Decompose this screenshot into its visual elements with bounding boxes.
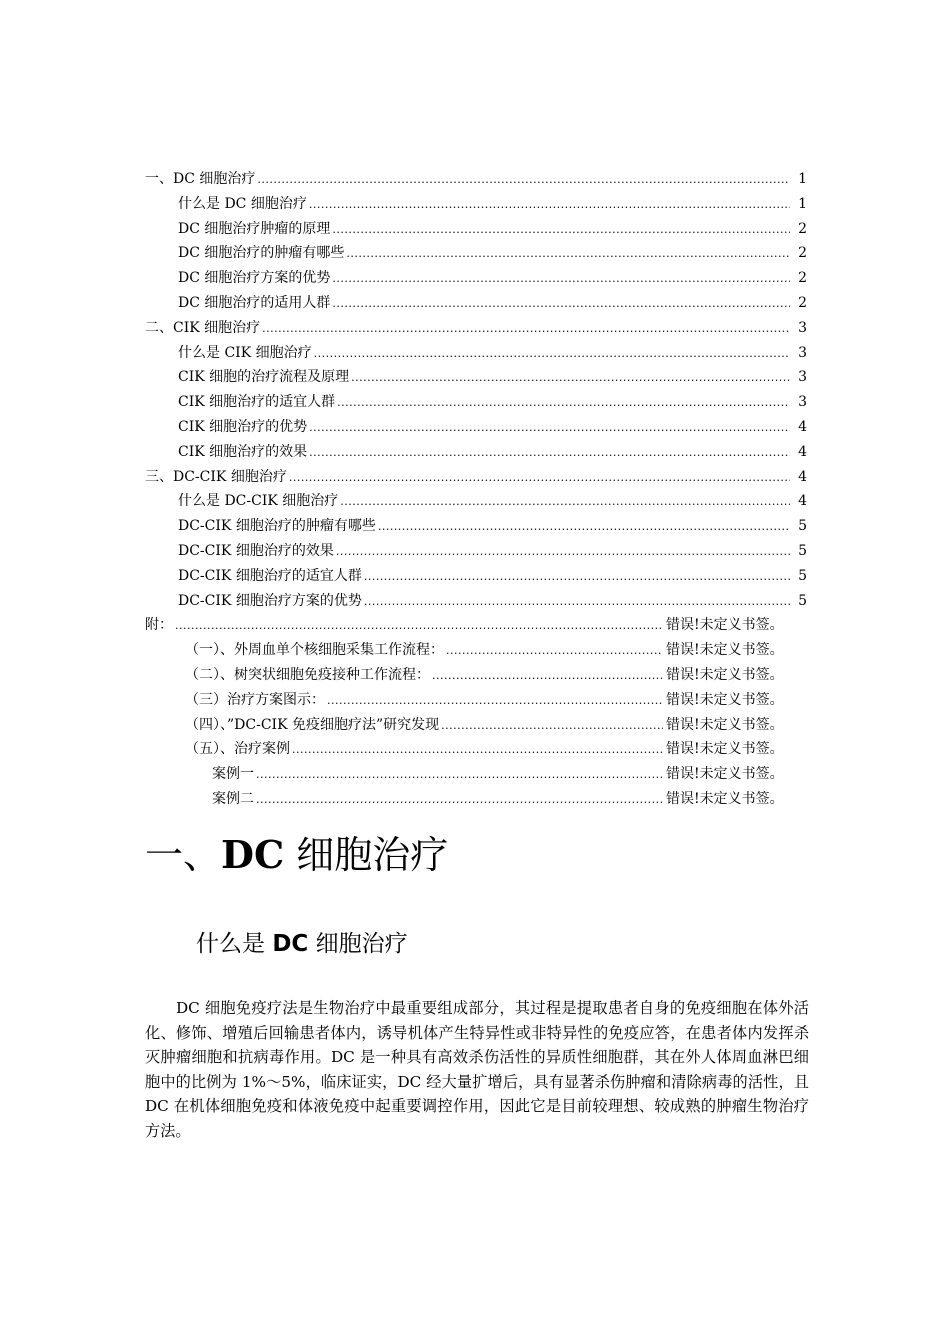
table-of-contents	[145, 167, 807, 812]
toc-entry-label: 一、DC 细胞治疗	[145, 171, 256, 187]
section-heading-2	[196, 925, 408, 963]
toc-dot-leader	[364, 590, 790, 615]
toc-entry[interactable]	[145, 241, 807, 266]
toc-entry-page: 错误!未定义书签。	[666, 642, 784, 659]
toc-dot-leader	[378, 515, 790, 540]
toc-dot-leader	[332, 292, 790, 317]
heading2-prefix: 什么是	[196, 931, 273, 957]
toc-entry[interactable]	[145, 663, 807, 688]
toc-entry-label: DC 细胞治疗的适用人群	[178, 294, 331, 311]
toc-entry-label: （三）治疗方案图示：	[185, 691, 325, 708]
toc-dot-leader	[351, 366, 790, 391]
toc-entry-page: 4	[798, 468, 807, 485]
toc-dot-leader	[446, 639, 663, 664]
toc-entry-label: 附：	[145, 617, 173, 634]
toc-entry-label: 三、DC-CIK 细胞治疗	[145, 468, 287, 485]
toc-entry[interactable]	[145, 465, 807, 490]
toc-dot-leader	[292, 738, 663, 763]
toc-entry[interactable]	[145, 390, 807, 415]
toc-entry-page: 5	[798, 592, 807, 609]
toc-entry[interactable]	[145, 167, 807, 192]
toc-entry-page: 2	[798, 294, 807, 311]
toc-entry-page: 错误!未定义书签。	[666, 617, 784, 634]
toc-entry-label: CIK 细胞治疗的效果	[178, 443, 308, 460]
toc-entry-label: 案例一	[212, 766, 254, 783]
toc-entry-page: 2	[798, 245, 807, 262]
toc-dot-leader	[309, 416, 790, 441]
toc-entry[interactable]	[145, 291, 807, 316]
toc-entry[interactable]	[145, 737, 807, 762]
toc-dot-leader	[332, 218, 790, 243]
toc-entry-page: 错误!未定义书签。	[666, 666, 784, 683]
toc-entry-page: 3	[798, 369, 807, 386]
toc-entry[interactable]	[145, 613, 807, 638]
toc-entry-page: 1	[798, 171, 807, 187]
toc-entry-page: 4	[798, 493, 807, 510]
toc-entry-label: （五）、治疗案例	[185, 741, 290, 758]
toc-entry-label: 二、CIK 细胞治疗	[145, 319, 261, 336]
toc-entry-label: DC 细胞治疗肿瘤的原理	[178, 220, 331, 237]
toc-entry[interactable]	[145, 514, 807, 539]
toc-entry[interactable]	[145, 316, 807, 341]
toc-entry[interactable]	[145, 564, 807, 589]
toc-entry[interactable]	[145, 589, 807, 614]
toc-entry-label: CIK 细胞的治疗流程及原理	[178, 369, 350, 386]
section-heading-1	[145, 830, 448, 880]
toc-entry-label: DC-CIK 细胞治疗的适宜人群	[178, 567, 362, 584]
toc-entry[interactable]	[145, 638, 807, 663]
toc-dot-leader	[332, 267, 790, 292]
toc-entry-label: DC-CIK 细胞治疗的肿瘤有哪些	[178, 518, 376, 535]
toc-dot-leader	[340, 490, 790, 515]
heading1-prefix: 一、	[145, 833, 222, 877]
toc-dot-leader	[289, 466, 790, 491]
toc-entry-label: （二）、树突状细胞免疫接种工作流程：	[185, 666, 430, 683]
toc-dot-leader	[327, 689, 663, 714]
toc-entry-label: DC 细胞治疗的肿瘤有哪些	[178, 245, 345, 262]
toc-entry-label: DC-CIK 细胞治疗方案的优势	[178, 592, 362, 609]
toc-entry-page: 5	[798, 567, 807, 584]
toc-entry-page: 3	[798, 319, 807, 336]
toc-entry-page: 2	[798, 220, 807, 237]
toc-entry-label: 什么是 DC 细胞治疗	[178, 195, 307, 212]
toc-dot-leader	[432, 664, 663, 689]
toc-dot-leader	[257, 168, 790, 193]
toc-entry-label: 什么是 CIK 细胞治疗	[178, 344, 312, 361]
toc-entry-label: 案例二	[212, 790, 254, 807]
toc-entry[interactable]	[145, 266, 807, 291]
toc-entry-page: 错误!未定义书签。	[666, 741, 784, 758]
heading2-bold: DC	[272, 931, 309, 957]
toc-entry-label: （四）、”DC-CIK 免疫细胞疗法”研究发现	[185, 716, 440, 733]
toc-entry-page: 5	[798, 518, 807, 535]
toc-entry-label: CIK 细胞治疗的优势	[178, 418, 308, 435]
toc-dot-leader	[309, 193, 790, 218]
toc-entry[interactable]	[145, 787, 807, 812]
toc-entry[interactable]	[145, 217, 807, 242]
toc-entry-page: 3	[798, 344, 807, 361]
toc-entry-page: 4	[798, 418, 807, 435]
toc-entry[interactable]	[145, 539, 807, 564]
toc-dot-leader	[364, 565, 790, 590]
heading1-bold: DC	[221, 832, 285, 877]
toc-entry-page: 4	[798, 443, 807, 460]
toc-dot-leader	[441, 714, 663, 739]
toc-entry-label: （一）、外周血单个核细胞采集工作流程：	[185, 642, 444, 659]
toc-dot-leader	[256, 763, 663, 788]
toc-entry-page: 错误!未定义书签。	[666, 766, 784, 783]
toc-dot-leader	[337, 391, 790, 416]
toc-entry-page: 2	[798, 270, 807, 287]
toc-entry[interactable]	[145, 688, 807, 713]
toc-entry-page: 错误!未定义书签。	[666, 790, 784, 807]
toc-dot-leader	[175, 614, 663, 639]
toc-entry-label: DC-CIK 细胞治疗的效果	[178, 542, 334, 559]
toc-entry[interactable]	[145, 192, 807, 217]
toc-entry-page: 3	[798, 394, 807, 411]
toc-entry-label: CIK 细胞治疗的适宜人群	[178, 394, 336, 411]
body-paragraph: DC 细胞免疫疗法是生物治疗中最重要组成部分，其过程是提取患者自身的免疫细胞在体外活化、修饰、增殖后回输患者体内，诱导机体产生特异性或非特异性的免疫应答，在患者体内发挥杀灭肿瘤细胞和抗病毒作用。DC 是一种具有高效杀伤活性的异质性细胞群，其在外人体周血淋巴细胞中的比例为 1%～5%，临床证实，DC 经大量扩增后，具有显著杀伤肿瘤和清除病毒的活性，且 DC 在机体细胞免疫和体液免疫中起重要调控作用，因此它是目前较理想、较成熟的肿瘤生物治疗方法。	[145, 999, 809, 1140]
toc-entry[interactable]	[145, 713, 807, 738]
toc-entry[interactable]	[145, 762, 807, 787]
toc-dot-leader	[336, 540, 790, 565]
toc-entry[interactable]	[145, 440, 807, 465]
toc-entry[interactable]	[145, 489, 807, 514]
heading2-suffix: 细胞治疗	[308, 931, 408, 957]
toc-entry[interactable]	[145, 341, 807, 366]
toc-entry-page: 5	[798, 542, 807, 559]
toc-dot-leader	[314, 342, 790, 367]
toc-entry-label: DC 细胞治疗方案的优势	[178, 270, 331, 287]
toc-dot-leader	[346, 242, 790, 267]
heading1-suffix: 细胞治疗	[284, 833, 449, 877]
toc-entry-label: 什么是 DC-CIK 细胞治疗	[178, 493, 339, 510]
toc-entry-page: 错误!未定义书签。	[666, 716, 784, 733]
toc-entry-page: 1	[798, 195, 807, 212]
toc-dot-leader	[309, 441, 790, 466]
toc-entry[interactable]	[145, 415, 807, 440]
toc-dot-leader	[262, 317, 790, 342]
toc-entry-page: 错误!未定义书签。	[666, 691, 784, 708]
toc-entry[interactable]	[145, 365, 807, 390]
toc-dot-leader	[256, 788, 663, 813]
